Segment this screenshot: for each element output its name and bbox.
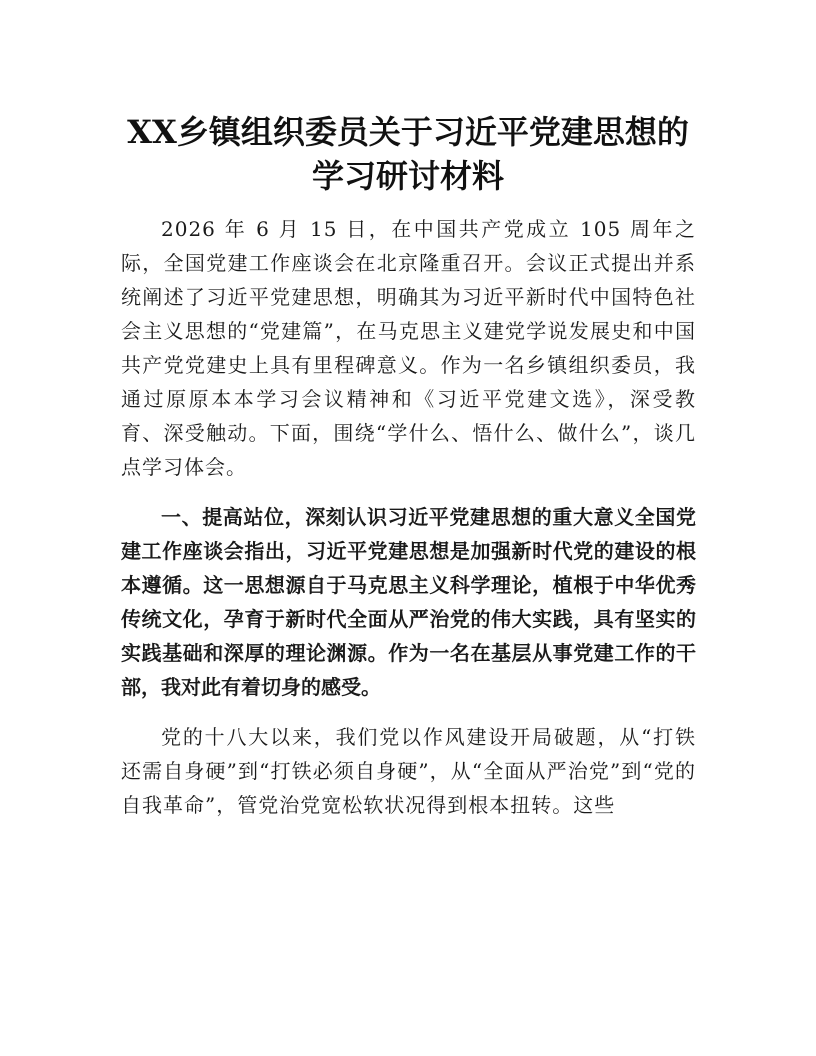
section-one-heading-paragraph: 一、提高站位，深刻认识习近平党建思想的重大意义全国党建工作座谈会指出，习近平党建思想是加强新时代党的建设的根本遵循。这一思想源自于马克思主义科学理论，植根于中华优秀传统文化，孕育于新时代全面从严治党的伟大实践，具有坚实的实践基础和深厚的理论渊源。作为一名在基层从事党建工作的干部，我对此有着切身的感受。 [121,505,696,699]
intro-paragraph: 2026 年 6 月 15 日，在中国共产党成立 105 周年之际，全国党建工作座谈会在北京隆重召开。会议正式提出并系统阐述了习近平党建思想，明确其为习近平新时代中国特色社会主义思想的“党建篇”，在马克思主义建党学说发展史和中国共产党党建史上具有里程碑意义。作为一名乡镇组织委员，我通过原原本本学习会议精神和《习近平党建文选》，深受教育、深受触动。下面，围绕“学什么、悟什么、做什么”，谈几点学习体会。 [121,217,696,479]
document-body [121,212,696,838]
body-paragraph: 党的十八大以来，我们党以作风建设开局破题，从“打铁还需自身硬”到“打铁必须自身硬”，从“全面从严治党”到“党的自我革命”，管党治党宽松软状况得到根本扭转。这些 [121,725,696,817]
document-title: XX乡镇组织委员关于习近平党建思想的学习研讨材料 [127,113,689,195]
